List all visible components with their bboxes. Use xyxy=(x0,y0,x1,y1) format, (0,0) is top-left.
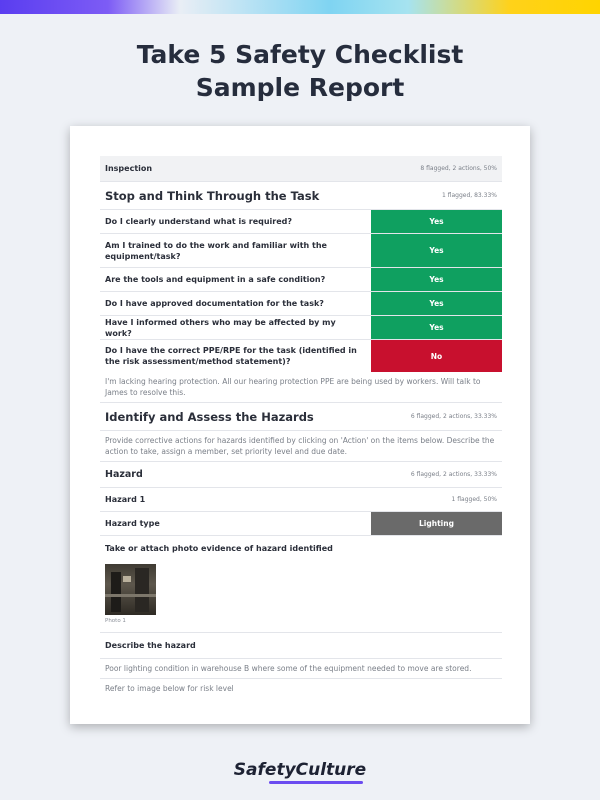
section-header-stop-think xyxy=(100,182,502,210)
hazard-title: Hazard xyxy=(105,469,143,480)
question-row xyxy=(100,340,502,372)
hazard-type-label: Hazard type xyxy=(105,519,160,528)
section-meta: 1 flagged, 83.33% xyxy=(442,192,497,199)
section-title: Identify and Assess the Hazards xyxy=(105,409,314,424)
question-note xyxy=(100,372,502,403)
question-text: Are the tools and equipment in a safe condition? xyxy=(105,275,326,284)
hazard-photo[interactable] xyxy=(105,564,156,615)
question-text: Have I informed others who may be affected by my work? xyxy=(105,317,336,338)
describe-hazard-label: Describe the hazard xyxy=(105,641,196,650)
section-header-hazards xyxy=(100,403,502,431)
hazard-item-meta: 1 flagged, 50% xyxy=(451,496,497,503)
brand-logo: SafetyCulture xyxy=(233,760,367,780)
answer-badge-yes[interactable]: Yes xyxy=(371,292,502,315)
question-text: Do I clearly understand what is required? xyxy=(105,217,293,226)
answer-badge-yes[interactable]: Yes xyxy=(371,210,502,233)
describe-hazard-answer xyxy=(100,659,502,679)
hazard-item-label: Hazard 1 xyxy=(105,495,146,504)
hazard-header xyxy=(100,462,502,488)
report-content xyxy=(100,156,502,698)
hazard-type-row xyxy=(100,512,502,536)
answer-badge-no[interactable]: No xyxy=(371,340,502,372)
hazard-item-header xyxy=(100,488,502,512)
instructions-text: Provide corrective actions for hazards identified by clicking on 'Action' on the items below. Describe the action to take, assign a member, set priority level and due date. xyxy=(105,436,495,456)
top-gradient-bar xyxy=(0,0,600,14)
note-text: I'm lacking hearing protection. All our hearing protection PPE are being used by workers. Will talk to James to resolve this. xyxy=(105,377,481,397)
risk-level-note xyxy=(100,679,502,698)
risk-level-text: Refer to image below for risk level xyxy=(105,684,234,693)
answer-badge-yes[interactable]: Yes xyxy=(371,268,502,291)
answer-badge-yes[interactable]: Yes xyxy=(371,316,502,339)
describe-hazard-label-row xyxy=(100,633,502,659)
hazard-meta: 6 flagged, 2 actions, 33.33% xyxy=(410,471,497,478)
report-document xyxy=(70,126,530,724)
page-title-line1: Take 5 Safety Checklist xyxy=(136,40,464,69)
section-instructions xyxy=(100,431,502,462)
describe-hazard-text: Poor lighting condition in warehouse B where some of the equipment needed to move are stored. xyxy=(105,664,472,673)
question-text: Do I have the correct PPE/RPE for the task (identified in the risk assessment/method statement)? xyxy=(105,346,357,366)
page-title-line2: Sample Report xyxy=(195,73,405,102)
question-text: Do I have approved documentation for the task? xyxy=(105,299,324,308)
photo-prompt: Take or attach photo evidence of hazard identified xyxy=(105,543,333,553)
section-meta: 6 flagged, 2 actions, 33.33% xyxy=(410,413,497,420)
page-title xyxy=(0,38,600,104)
question-row xyxy=(100,234,502,268)
answer-badge-yes[interactable]: Yes xyxy=(371,234,502,267)
brand-logo-underline xyxy=(269,781,363,784)
question-row xyxy=(100,268,502,292)
inspection-label: Inspection xyxy=(105,164,153,173)
question-text: Am I trained to do the work and familiar with the equipment/task? xyxy=(105,240,327,261)
inspection-header xyxy=(100,156,502,182)
question-row xyxy=(100,210,502,234)
question-row xyxy=(100,292,502,316)
photo-caption: Photo 1 xyxy=(105,618,126,624)
inspection-meta: 8 flagged, 2 actions, 50% xyxy=(420,165,497,172)
hazard-type-value[interactable]: Lighting xyxy=(371,512,502,535)
question-row xyxy=(100,316,502,340)
photo-container xyxy=(100,560,502,615)
photo-section xyxy=(100,536,502,633)
section-title: Stop and Think Through the Task xyxy=(105,188,320,203)
